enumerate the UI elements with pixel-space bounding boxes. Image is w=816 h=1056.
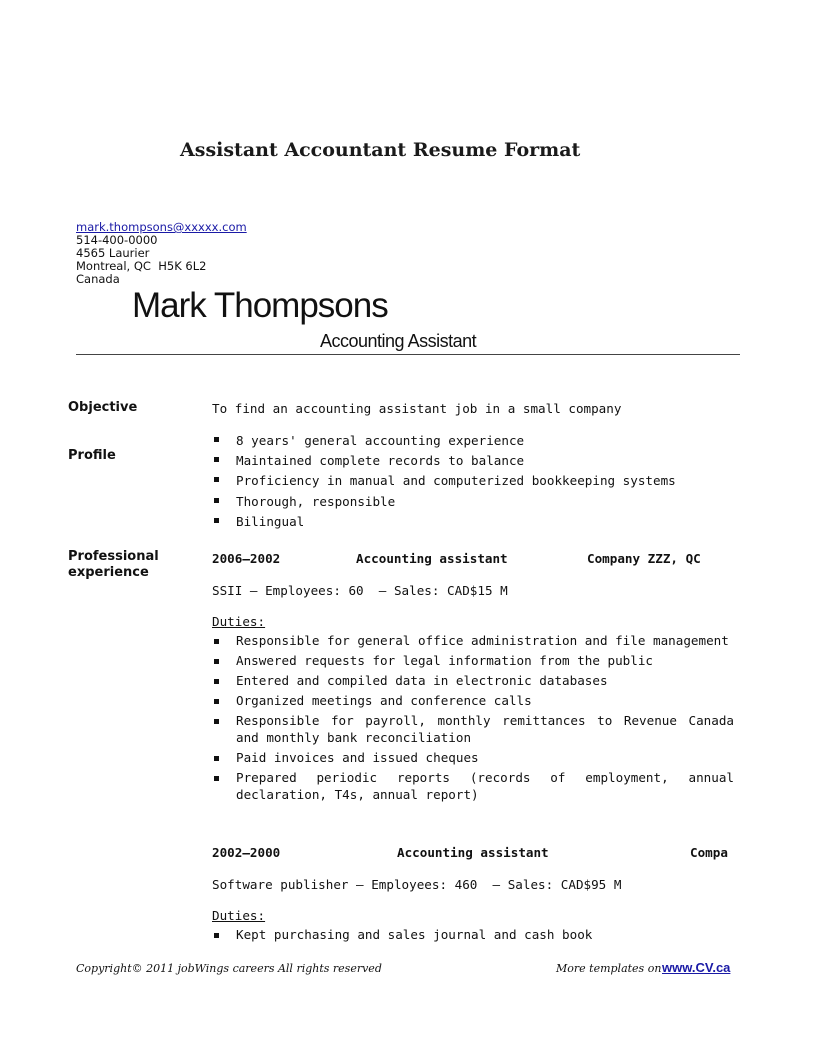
list-item: Responsible for general office administration and file management [212,633,734,650]
header-divider [76,354,740,355]
job-details: SSII – Employees: 60 – Sales: CAD$15 M [212,583,508,598]
experience-label: Professional experience [68,549,159,580]
objective-label: Objective [68,400,138,415]
list-item: Thorough, responsible [212,492,732,512]
street-address: 4565 Laurier [76,246,150,260]
list-item: Proficiency in manual and computerized bookkeeping systems [212,471,732,491]
job-details: Software publisher – Employees: 460 – Sales: CAD$95 M [212,877,622,892]
country: Canada [76,272,120,286]
job-title: Accounting assistant [356,551,508,566]
list-item: Kept purchasing and sales journal and cash book [212,927,734,944]
job-1-header [212,551,280,566]
list-item: Organized meetings and conference calls [212,693,734,710]
job-title: Accounting assistant [397,845,549,860]
duties-list [212,633,734,807]
profile-list [212,431,732,532]
footer-link[interactable]: www.CV.ca [662,960,731,975]
list-item: Prepared periodic reports (records of employment, annual declaration, T4s, annual report) [212,770,734,803]
duties-label: Duties: [212,614,266,629]
phone-number: 514-400-0000 [76,233,158,247]
candidate-role: Accounting Assistant [320,331,477,351]
job-dates: 2002–2000 [212,845,281,860]
list-item: 8 years' general accounting experience [212,431,732,451]
job-company: Company ZZZ, QC [587,551,701,566]
list-item: Responsible for payroll, monthly remittances to Revenue Canada and monthly bank reconciliation [212,713,734,746]
candidate-name: Mark Thompsons [132,286,388,325]
footer-copyright: Copyright© 2011 jobWings careers All rights reserved [76,962,382,975]
list-item: Entered and compiled data in electronic databases [212,673,734,690]
job-dates: 2006–2002 [212,551,281,566]
duties-list [212,927,734,947]
email-link[interactable]: mark.thompsons@xxxxx.com [76,220,247,234]
list-item: Answered requests for legal information from the public [212,653,734,670]
profile-label: Profile [68,448,116,463]
contact-block [76,221,247,286]
list-item: Bilingual [212,512,732,532]
city-address: Montreal, QC H5K 6L2 [76,259,207,273]
duties-label: Duties: [212,908,266,923]
list-item: Maintained complete records to balance [212,451,732,471]
objective-text: To find an accounting assistant job in a small company [212,401,622,416]
list-item: Paid invoices and issued cheques [212,750,734,767]
document-title: Assistant Accountant Resume Format [180,139,581,161]
job-company: Compa [690,845,728,860]
footer-more-templates: More templates on [556,962,662,975]
